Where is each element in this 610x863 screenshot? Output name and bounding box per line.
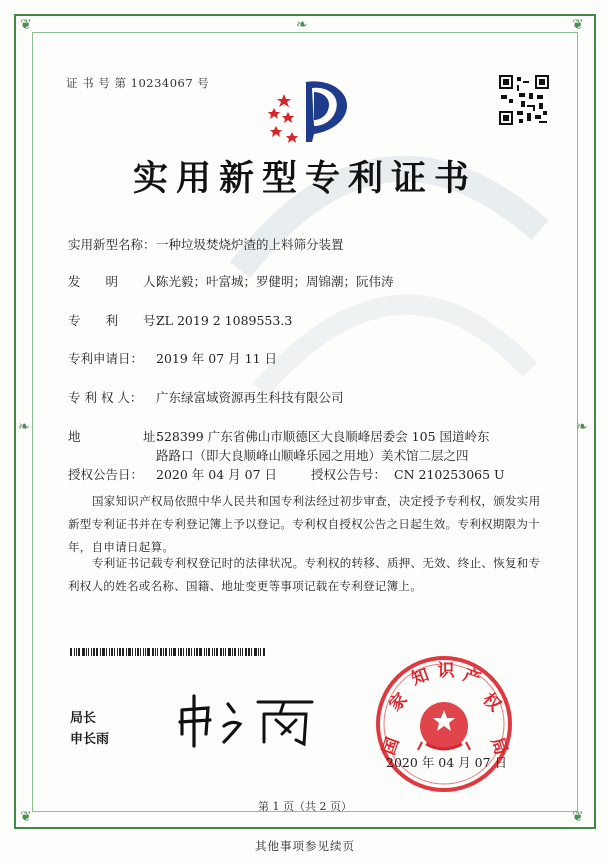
director-title: 局长 (70, 711, 97, 726)
paragraph-grant (68, 490, 548, 559)
address-line: 路路口（即大良顺峰山顺峰乐园之用地）美术馆二层之四 (156, 448, 469, 463)
utility-name-row (68, 235, 344, 253)
grant-date-value: 2020 年 04 月 07 日 (156, 467, 277, 482)
inventor-value: 陈光毅；叶富城；罗健明；周锦潮；阮伟涛 (156, 274, 394, 289)
paragraph-line: 新型专利证书并在专利登记簿上予以登记。专利权自授权公告之日起生效。专利权期限为十 (68, 517, 540, 531)
address-line: 528399 广东省佛山市顺德区大良顺峰居委会 105 国道岭东 (156, 429, 490, 444)
vine-corner-icon: ❦ (20, 17, 32, 33)
patent-number-label: 专 利 号： (68, 313, 169, 328)
address-label: 地 址： (68, 429, 169, 444)
signature-icon (172, 690, 322, 750)
utility-name-label: 实用新型名称： (68, 237, 156, 252)
svg-text:家: 家 (385, 689, 412, 716)
svg-text:识: 识 (437, 661, 455, 681)
director-name: 申长雨 (70, 732, 110, 747)
barcode-icon (70, 648, 282, 656)
svg-text:局: 局 (486, 734, 512, 758)
paragraph-line: 年，自申请日起算。 (68, 540, 175, 554)
vine-top-icon: ❧ (296, 17, 308, 33)
footer-note: 其他事项参见续页 (255, 839, 355, 853)
grant-date-label: 授权公告日： (68, 467, 144, 482)
vine-corner-icon: ❦ (20, 809, 32, 825)
address-value (156, 427, 490, 465)
utility-name-value: 一种垃圾焚烧炉渣的上料筛分装置 (156, 237, 344, 252)
filing-date-row (68, 349, 277, 367)
certificate-title: 实用新型专利证书 (132, 158, 477, 199)
patent-number-row (68, 311, 292, 329)
inventor-label: 发 明 人： (68, 274, 169, 289)
svg-text:权: 权 (478, 689, 505, 716)
vine-corner-icon: ❦ (572, 17, 584, 33)
grant-number-label: 授权公告号： (311, 467, 387, 482)
paragraph-line: 国家知识产权局依照中华人民共和国专利法经过初步审查，决定授予专利权，颁发实用 (92, 494, 541, 508)
paragraph-legal-status (68, 552, 548, 598)
paragraph-line: 利权人的姓名或名称、国籍、地址变更等事项记载在专利登记簿上。 (68, 579, 422, 593)
patentee-row (68, 388, 344, 406)
certificate-number: 证 书 号 第 10234067 号 (66, 76, 210, 90)
address-row (68, 427, 169, 445)
paragraph-line: 专利证书记载专利权登记时的法律状况。专利权的转移、质押、无效、终止、恢复和专 (92, 556, 541, 570)
patentee-label: 专 利 权 人： (68, 390, 143, 405)
svg-text:产: 产 (460, 664, 484, 690)
filing-date-label: 专利申请日： (68, 351, 144, 366)
svg-text:国: 国 (378, 734, 404, 758)
vine-corner-icon: ❦ (572, 809, 584, 825)
cnipa-logo-icon (262, 76, 358, 148)
vine-side-icon: ❧ (18, 419, 30, 435)
svg-text:知: 知 (408, 664, 432, 690)
grant-row (68, 465, 505, 483)
qr-code-icon (499, 75, 549, 125)
inventor-row (68, 272, 394, 290)
vine-side-icon: ❧ (576, 419, 588, 435)
seal-date: 2020 年 04 月 07 日 (386, 755, 507, 770)
patentee-value: 广东绿富域资源再生科技有限公司 (156, 390, 344, 405)
page-indicator: 第 1 页（共 2 页） (258, 800, 352, 813)
filing-date-value: 2019 年 07 月 11 日 (156, 351, 277, 366)
official-seal-icon (374, 654, 514, 794)
grant-number-value: CN 210253065 U (394, 467, 505, 482)
patent-number-value: ZL 2019 2 1089553.3 (156, 313, 293, 328)
